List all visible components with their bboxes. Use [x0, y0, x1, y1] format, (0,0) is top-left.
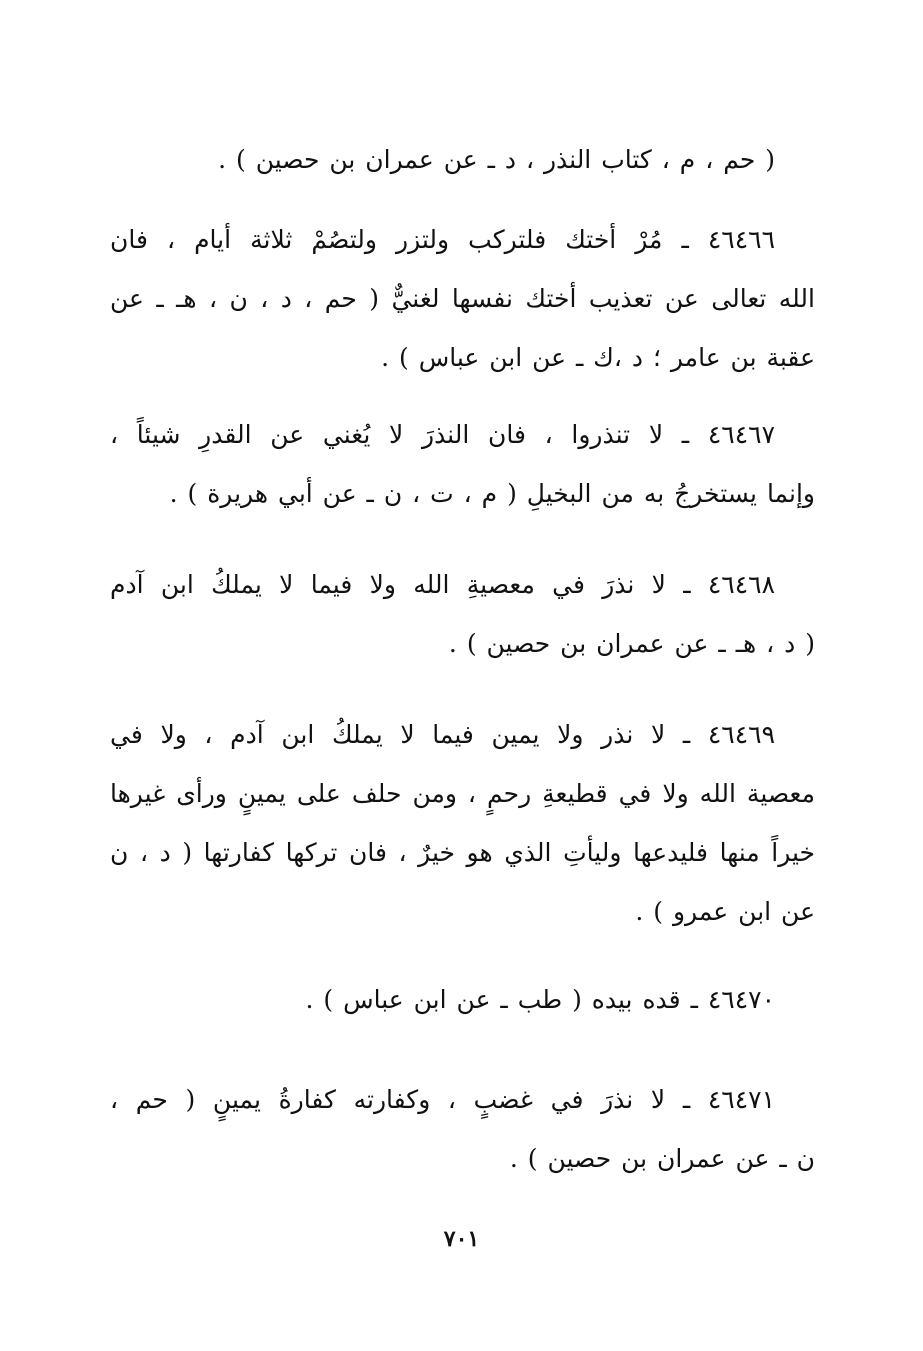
entry-line: ٤٦٤٧١ ـ لا نذرَ في غضبٍ ، وكفارته كفارةُ يمينٍ ( حم ، — [110, 1085, 775, 1114]
entry-line: خيراً منها فليدعها وليأتِ الذي هو خيرٌ ، فان تركها كفارتها ( د ، ن — [110, 838, 815, 867]
entry-line: ٤٦٤٦٦ ـ مُرْ أختك فلتركب ولتزر ولتصُمْ ثلاثة أيام ، فان — [110, 225, 775, 254]
entry-46471 — [110, 1070, 815, 1188]
entry-46466 — [110, 210, 815, 387]
page-number: ٧٠١ — [443, 1226, 480, 1252]
entry-line: ٤٦٤٦٩ ـ لا نذر ولا يمين فيما لا يملكُ ابن آدم ، ولا في — [110, 720, 775, 749]
entry-line: ( حم ، م ، كتاب النذر ، د ـ عن عمران بن حصين ) . — [218, 145, 775, 174]
entry-line: معصية الله ولا في قطيعةِ رحمٍ ، ومن حلف على يمينٍ ورأى غيرها — [110, 779, 815, 808]
entry-line: عقبة بن عامر ؛ د ،ك ـ عن ابن عباس ) . — [381, 343, 815, 372]
entry-46469 — [110, 705, 815, 941]
entry-line: وإنما يستخرجُ به من البخيلِ ( م ، ت ، ن ـ عن أبي هريرة ) . — [169, 479, 815, 508]
entry-line: ٤٦٤٦٧ ـ لا تنذروا ، فان النذرَ لا يُغني عن القدرِ شيئاً ، — [110, 420, 775, 449]
entry-46468 — [110, 555, 815, 673]
entry-46470 — [110, 970, 815, 1029]
entry-line: ن ـ عن عمران بن حصين ) . — [509, 1144, 815, 1173]
entry-line: ٤٦٤٧٠ ـ قده بيده ( طب ـ عن ابن عباس ) . — [305, 985, 775, 1014]
entry-line: ( د ، هـ ـ عن عمران بن حصين ) . — [448, 629, 815, 658]
entry-carryover — [110, 130, 815, 189]
entry-line: الله تعالى عن تعذيب أختك نفسها لغنيٌّ ( حم ، د ، ن ، هـ ـ عن — [110, 284, 815, 313]
entry-line: ٤٦٤٦٨ ـ لا نذرَ في معصيةِ الله ولا فيما لا يملكُ ابن آدم — [110, 570, 775, 599]
entry-46467 — [110, 405, 815, 523]
entry-line: عن ابن عمرو ) . — [635, 897, 815, 926]
